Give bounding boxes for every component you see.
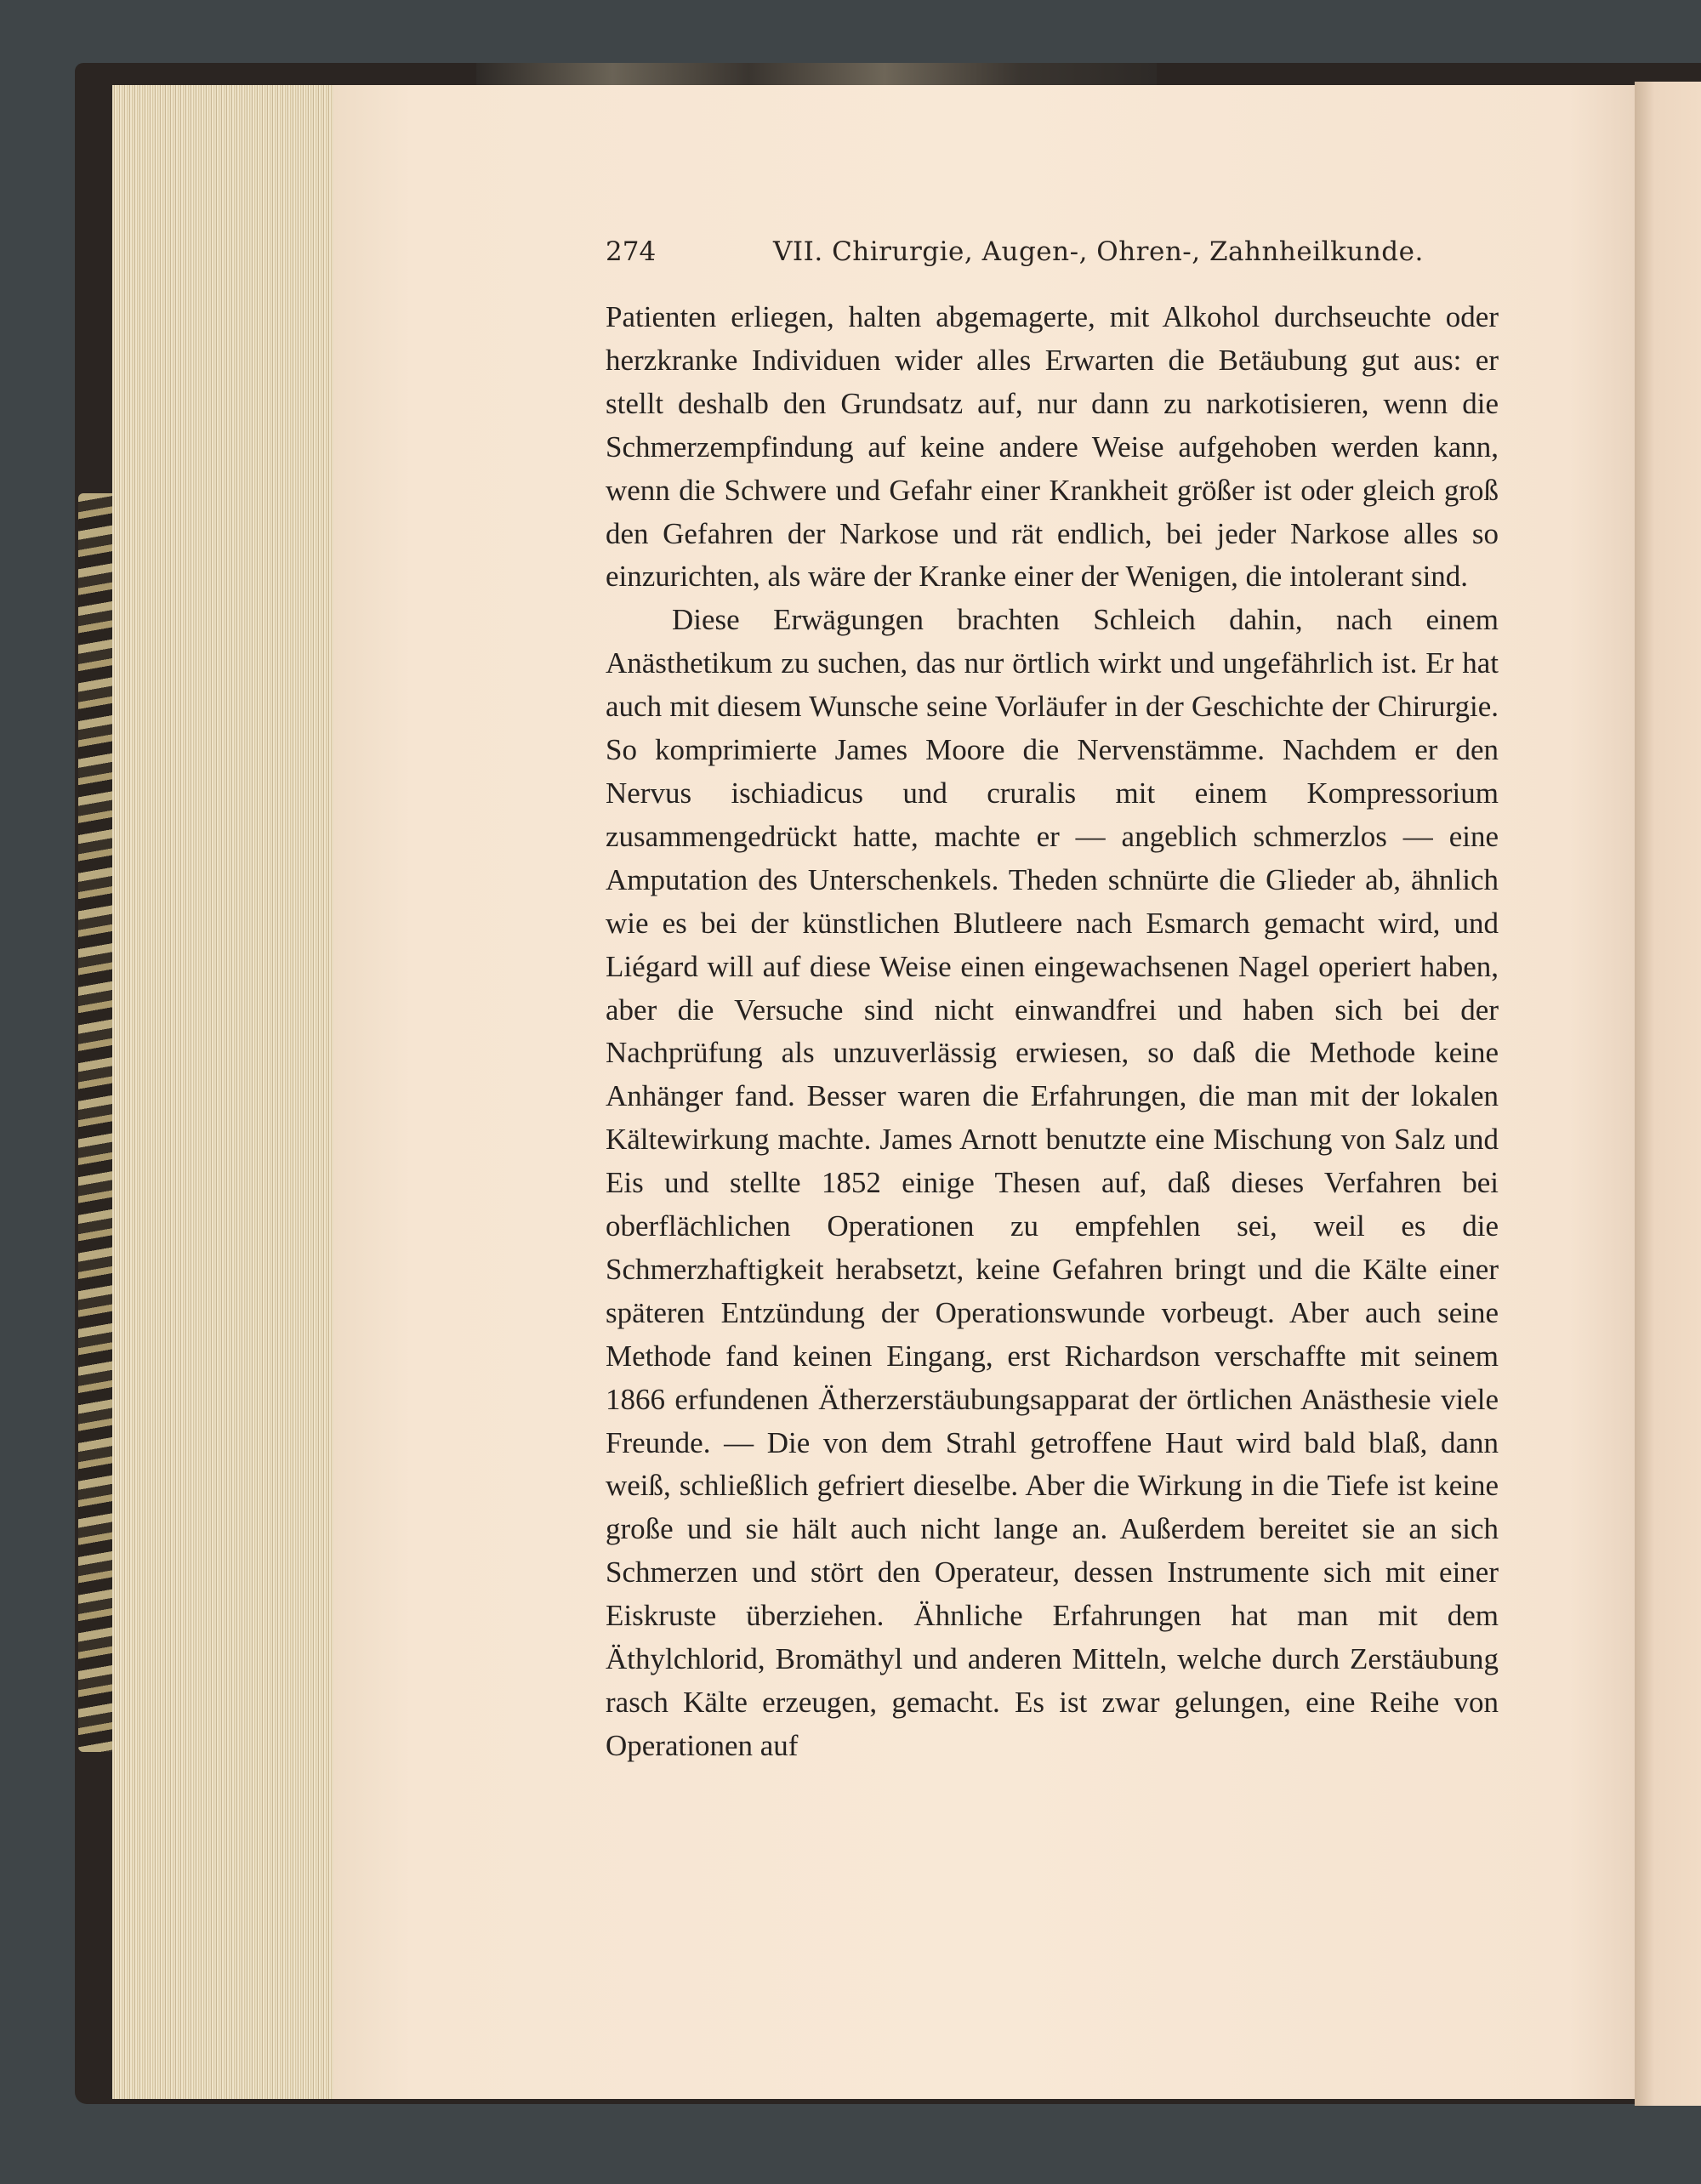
facing-page-edge xyxy=(1635,82,1701,2106)
cover-top-ornament xyxy=(476,63,1157,85)
paragraph: Patienten erliegen, halten abgemagerte, mit Alkohol durchseuchte oder herzkranke Individuen wider alles Erwarten die Betäubung gut aus: er stellt deshalb den Grundsatz auf, nur dann zu narkotisieren, wenn die Schmerzempfindung auf keine andere Weise aufgehoben werden kann, wenn die Schwere und Gefahr einer Krankheit größer ist oder gleich groß den Gefahren der Narkose und rät endlich, bei jeder Narkose alles so einzurichten, als wäre der Kranke einer der Wenigen, die intolerant sind. xyxy=(606,300,1499,594)
page-edges xyxy=(112,85,340,2099)
running-header xyxy=(606,236,1499,279)
running-title: VII. Chirurgie, Augen-, Ohren-, Zahnheilkunde. xyxy=(773,236,1424,267)
page-number: 274 xyxy=(606,236,657,267)
body-text xyxy=(606,296,1499,1768)
paragraph: Diese Erwägungen brachten Schleich dahin, nach einem Anästhetikum zu suchen, das nur örtlich wirkt und ungefährlich ist. Er hat auch mit diesem Wunsche seine Vorläufer in der Geschichte der Chirurgie. So komprimierte James Moore die Nervenstämme. Nachdem er den Nervus ischiadicus und cruralis mit einem Kompressorium zusammengedrückt hatte, machte er — angeblich schmerzlos — eine Amputation des Unterschenkels. Theden schnürte die Glieder ab, ähnlich wie es bei der künstlichen Blutleere nach Esmarch gemacht wird, und Liégard will auf diese Weise einen eingewachsenen Nagel operiert haben, aber die Versuche sind nicht einwandfrei und haben sich bei der Nachprüfung als unzuverlässig erwiesen, so daß die Methode keine Anhänger fand. Besser waren die Erfahrungen, die man mit der lokalen Kältewirkung machte. James Arnott benutzte eine Mischung von Salz und Eis und stellte 1852 einige Thesen auf, daß dieses Verfahren bei oberflächlichen Operationen zu empfehlen sei, weil es die Schmerzhaftigkeit herabsetzt, keine Gefahren bringt und die Kälte einer späteren Entzündung der Operationswunde vorbeugt. Aber auch seine Methode fand keinen Eingang, erst Richardson verschaffte mit seinem 1866 erfundenen Ätherzerstäubungsapparat der örtlichen Anästhesie viele Freunde. — Die von dem Strahl getroffene Haut wird bald blaß, dann weiß, schließlich gefriert dieselbe. Aber die Wirkung in die Tiefe ist keine große und sie hält auch nicht lange an. Außerdem bereitet sie an sich Schmerzen und stört den Operateur, dessen Instrumente sich mit einer Eiskruste überziehen. Ähnliche Erfahrungen hat man mit dem Äthylchlorid, Bromäthyl und anderen Mitteln, welche durch Zerstäubung rasch Kälte erzeugen, gemacht. Es ist zwar gelungen, eine Reihe von Operationen auf xyxy=(606,603,1499,1762)
